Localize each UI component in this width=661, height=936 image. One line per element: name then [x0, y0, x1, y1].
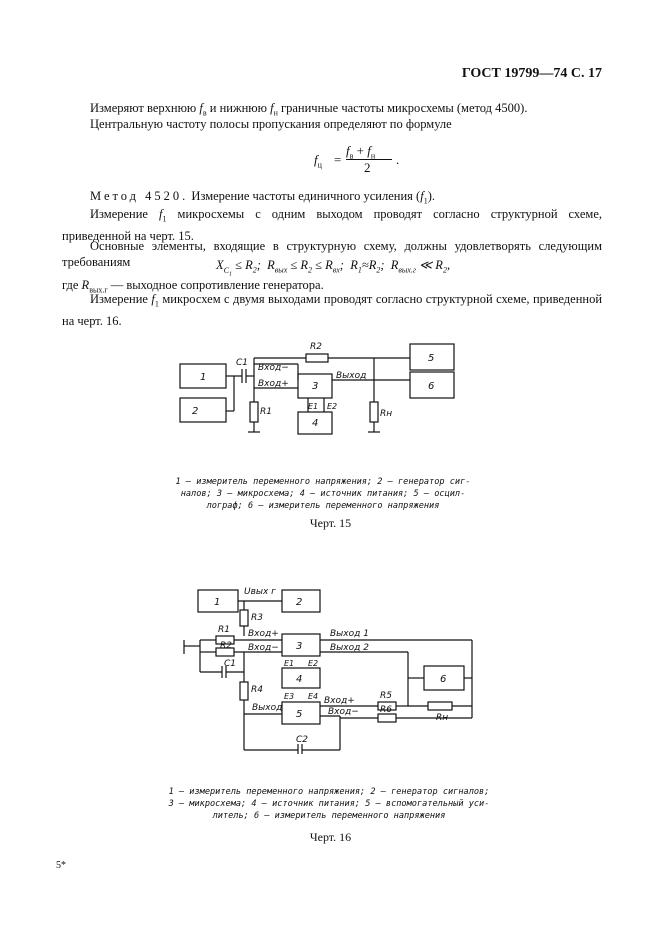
figure-16-diagram	[178, 582, 478, 754]
method-4520-heading: Метод 4520. Измерение частоты единичного усиления $(f_1)$.	[90, 189, 435, 206]
fig15-E2-label: E2	[327, 402, 338, 411]
fig16-input-plus: Вход+	[248, 629, 279, 639]
fig16-C2-label: C2	[296, 735, 309, 745]
fig15-Rn-label: Rн	[380, 409, 393, 419]
paragraph-two-outputs: Измерение $f_1$ микросхем с двумя выходами проводят согласно структурной схеме, приведенной на черт. 16.	[62, 292, 603, 328]
fig16-label-2: 2	[296, 597, 303, 608]
page-header: ГОСТ 19799—74 С. 17	[461, 66, 602, 81]
fig16-R1-label: R1	[218, 625, 230, 635]
fig15-label-1: 1	[200, 372, 207, 383]
formula-central-freq: $f_ц$ = $f_в + f_н$ 2 .	[314, 143, 400, 175]
fig15-R1-label: R1	[260, 407, 272, 417]
fig15-C1-label: C1	[236, 358, 249, 368]
paragraph-one-output: Измерение $f_1$ микросхемы с одним выходом проводят согласно структурной схеме, приведенной на черт. 15.	[62, 207, 603, 243]
fig15-block-2	[180, 398, 226, 422]
fig16-E3-label: E3	[284, 692, 295, 701]
paragraph-where: где $R_{вых.г}$ — выходное сопротивление генератора.	[62, 278, 324, 295]
fig16-input-plus-2: Вход+	[324, 696, 355, 706]
fig16-Rn-label: Rн	[436, 713, 449, 723]
fig15-input-plus: Вход+	[258, 379, 289, 389]
figure-15-title: Черт. 15	[309, 516, 352, 530]
fig15-label-6: 6	[428, 381, 435, 392]
fig16-label-4: 4	[296, 674, 303, 685]
fig16-C1-label: C1	[224, 659, 237, 669]
fig16-output2-label: Выход 2	[330, 643, 369, 653]
fig16-R5-label: R5	[380, 691, 392, 701]
fig16-label-6: 6	[440, 674, 447, 685]
fig15-E1-label: E1	[308, 402, 319, 411]
fig16-Uout-label: Uвых г	[244, 587, 276, 597]
paragraph-central-freq: Центральную частоту полосы пропускания определяют по формуле	[90, 117, 452, 131]
fig15-R2-label: R2	[310, 342, 322, 352]
figure-15-diagram	[170, 336, 460, 440]
formula-conditions: $X_{C_1} \le R_2$; $R_{вых} \le R_2 \le R_{вх}$; $R_1\approx R_2$; $R_{вых.г}$ ≪ $R_2$,	[216, 258, 451, 278]
fig16-label-3: 3	[296, 641, 303, 652]
fig16-output-label: Выход	[252, 703, 283, 713]
fig16-R2-label: R2	[220, 641, 232, 651]
footer-mark: 5*	[56, 860, 66, 871]
fig16-R3-label: R3	[251, 613, 263, 623]
fig15-label-3: 3	[312, 381, 319, 392]
fig15-input-minus: Вход−	[258, 363, 289, 373]
figure-16-title: Черт. 16	[309, 830, 352, 844]
fig15-label-2: 2	[192, 406, 199, 417]
fig16-E1-label: E1	[284, 659, 295, 668]
fig16-E2-label: E2	[308, 659, 319, 668]
fig15-label-5: 5	[428, 353, 435, 364]
paragraph-upper-lower-freq: Измеряют верхнюю $f_в$ и нижнюю $f_н$ граничные частоты микросхемы (метод 4500).	[90, 101, 528, 118]
fig16-label-5: 5	[296, 709, 303, 720]
fig15-label-4: 4	[312, 418, 319, 429]
paragraph-requirements: Основные элементы, входящие в структурную схему, должны удовлетворять следующим требованиям	[62, 239, 602, 269]
fig16-R6-label: R6	[380, 705, 392, 715]
fig16-input-minus-2: Вход−	[328, 707, 359, 717]
figure-15-caption: 1 — измеритель переменного напряжения; 2 — генератор сиг- налов; 3 — микросхема; 4 — источник питания; 5 — осцил- лограф; 6 — измеритель переменного напряжения	[175, 477, 471, 511]
fig16-input-minus: Вход−	[248, 643, 279, 653]
figure-16-caption: 1 — измеритель переменного напряжения; 2 — генератор сигналов; 3 — микросхема; 4 — источник питания; 5 — вспомогательный уси- литель; 6 — измеритель переменного напряжения	[168, 787, 490, 821]
fig16-R4-label: R4	[251, 685, 263, 695]
fig15-output-label: Выход	[336, 371, 367, 381]
fig16-E4-label: E4	[308, 692, 319, 701]
fig16-label-1: 1	[214, 597, 221, 608]
fig16-output1-label: Выход 1	[330, 629, 369, 639]
